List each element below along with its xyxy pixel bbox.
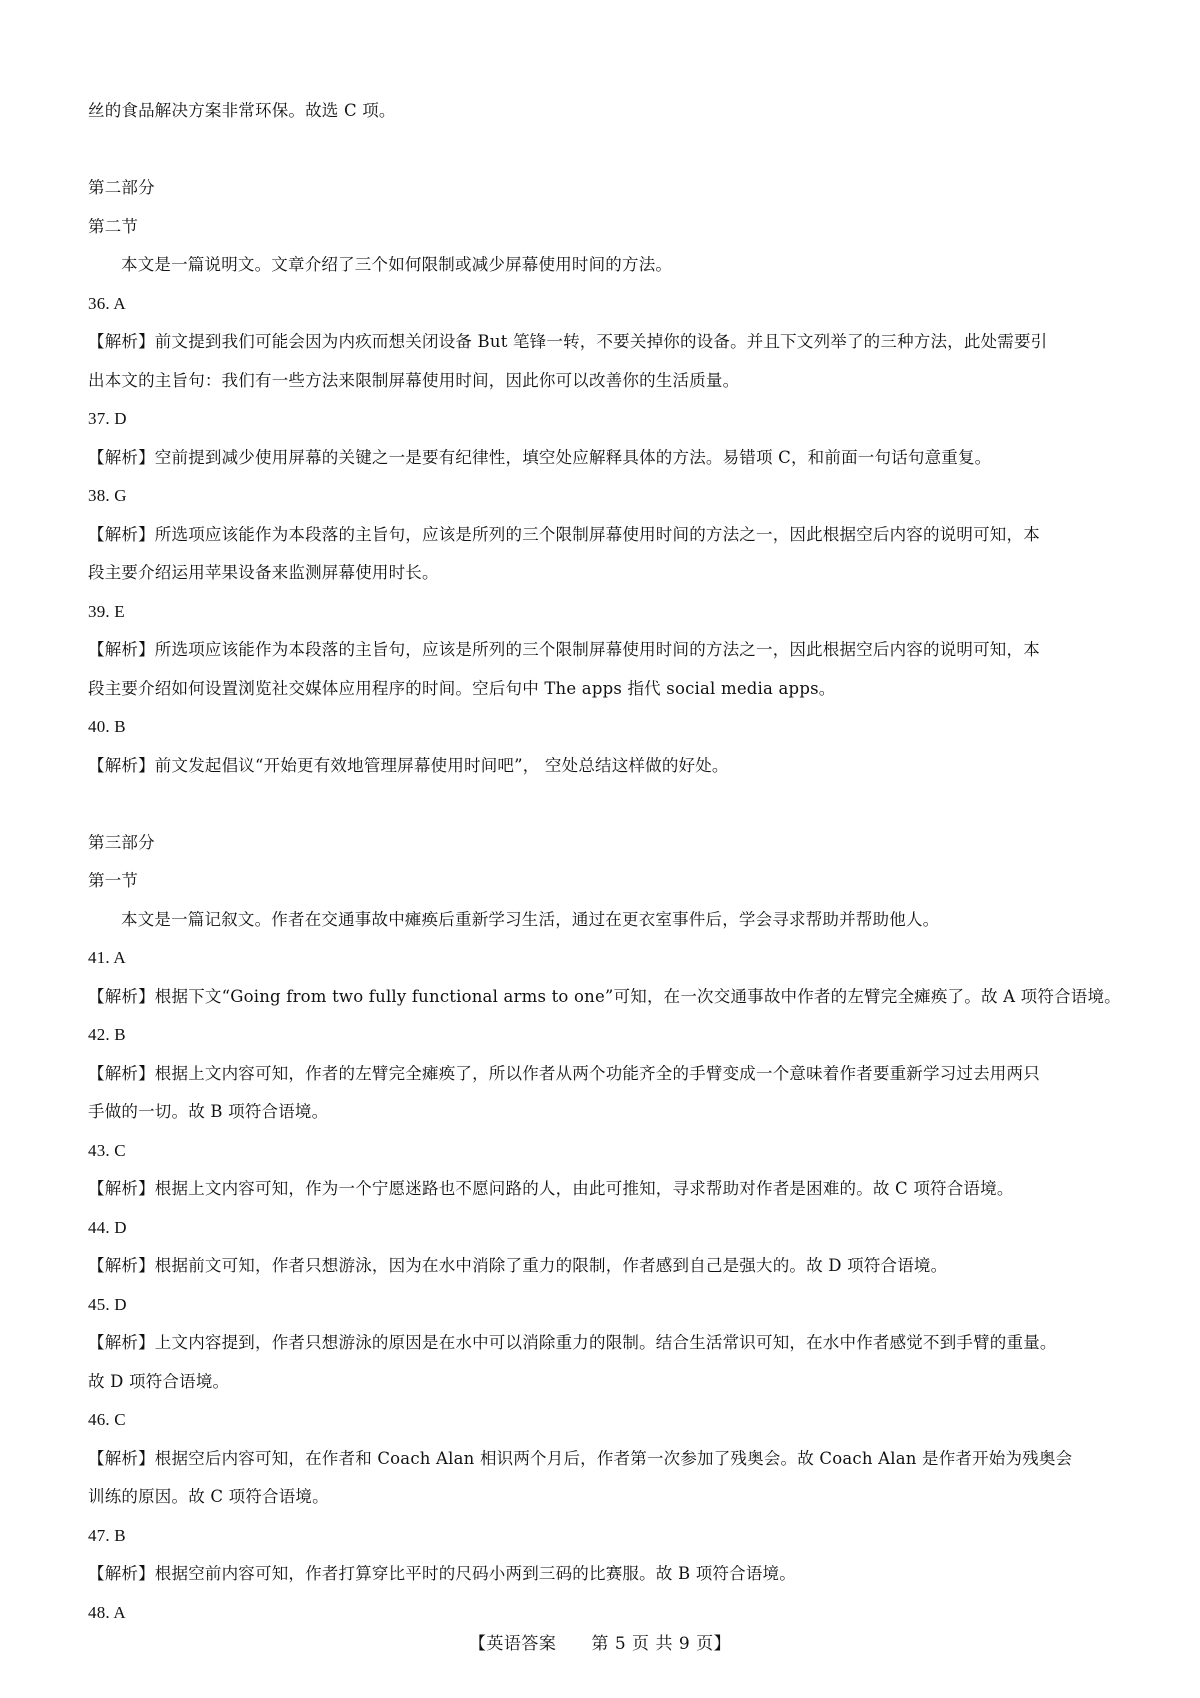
section-heading: 第三部分 — [88, 832, 155, 852]
explanation-line: 【解析】根据上文内容可知，作者的左臂完全瘫痪了，所以作者从两个功能齐全的手臂变成一个意味着作者要重新学习过去用两只 — [88, 1063, 1040, 1083]
answer-number: 47. B — [88, 1525, 126, 1545]
explanation-line: 【解析】根据上文内容可知，作为一个宁愿迷路也不愿问路的人，由此可推知，寻求帮助对作者是困难的。故 C 项符合语境。 — [88, 1179, 1014, 1198]
explanation-line: 【解析】根据下文“Going from two fully functional arms to one”可知，在一次交通事故中作者的左臂完全瘫痪了。故 A 项符合语境。 — [88, 986, 1121, 1006]
page-footer: 【英语答案 第 5 页 共 9 页】 — [468, 1634, 732, 1654]
subsection-heading: 第一节 — [88, 871, 139, 890]
explanation-line: 手做的一切。故 B 项符合语境。 — [88, 1102, 329, 1121]
answer-number: 44. D — [88, 1217, 127, 1237]
answer-number: 37. D — [88, 409, 127, 428]
summary-line: 本文是一篇记叙文。作者在交通事故中瘫痪后重新学习生活，通过在更衣室事件后，学会寻求帮助并帮助他人。 — [121, 909, 940, 929]
explanation-line: 【解析】上文内容提到，作者只想游泳的原因是在水中可以消除重力的限制。结合生活常识可知，在水中作者感觉不到手臂的重量。 — [88, 1333, 1057, 1352]
answer-number: 43. C — [88, 1140, 126, 1160]
explanation-line: 【解析】根据空前内容可知，作者打算穿比平时的尺码小两到三码的比赛服。故 B 项符合语境。 — [88, 1564, 796, 1583]
explanation-line: 【解析】所选项应该能作为本段落的主旨句，应该是所列的三个限制屏幕使用时间的方法之一，因此根据空后内容的说明可知，本 — [88, 640, 1040, 659]
text-line: 丝的食品解决方案非常环保。故选 C 项。 — [88, 101, 396, 120]
subsection-heading: 第二节 — [88, 216, 139, 236]
blank-line — [88, 785, 1120, 824]
explanation-line: 【解析】根据前文可知，作者只想游泳，因为在水中消除了重力的限制，作者感到自己是强大的。故 D 项符合语境。 — [88, 1256, 948, 1275]
explanation-line: 段主要介绍如何设置浏览社交媒体应用程序的时间。空后句中 The apps 指代 social media apps。 — [88, 678, 836, 698]
answer-number: 48. A — [88, 1602, 126, 1622]
explanation-line: 出本文的主旨句：我们有一些方法来限制屏幕使用时间，因此你可以改善你的生活质量。 — [88, 370, 740, 390]
answer-number: 39. E — [88, 601, 125, 621]
summary-line: 本文是一篇说明文。文章介绍了三个如何限制或减少屏幕使用时间的方法。 — [121, 255, 673, 274]
answer-number: 45. D — [88, 1294, 127, 1314]
explanation-line: 【解析】空前提到减少使用屏幕的关键之一是要有纪律性，填空处应解释具体的方法。易错项 C，和前面一句话句意重复。 — [88, 447, 992, 467]
answer-number: 40. B — [88, 717, 126, 736]
section-heading: 第二部分 — [88, 178, 155, 197]
answer-number: 46. C — [88, 1410, 126, 1429]
explanation-line: 故 D 项符合语境。 — [88, 1371, 230, 1391]
explanation-line: 训练的原因。故 C 项符合语境。 — [88, 1487, 329, 1506]
explanation-line: 【解析】根据空后内容可知，在作者和 Coach Alan 相识两个月后，作者第一次参加了残奥会。故 Coach Alan 是作者开始为残奥会 — [88, 1448, 1073, 1468]
explanation-line: 【解析】前文提到我们可能会因为内疚而想关闭设备 But 笔锋一转，不要关掉你的设备。并且下文列举了的三种方法，此处需要引 — [88, 332, 1048, 351]
answer-number: 36. A — [88, 293, 126, 313]
answer-number: 42. B — [88, 1025, 126, 1044]
blank-line — [88, 131, 1120, 170]
explanation-line: 段主要介绍运用苹果设备来监测屏幕使用时长。 — [88, 563, 439, 582]
answer-text — [88, 92, 1120, 1632]
answer-number: 38. G — [88, 486, 127, 505]
answer-number: 41. A — [88, 948, 126, 967]
explanation-line: 【解析】前文发起倡议“开始更有效地管理屏幕使用时间吧”， 空处总结这样做的好处。 — [88, 755, 729, 775]
explanation-line: 【解析】所选项应该能作为本段落的主旨句，应该是所列的三个限制屏幕使用时间的方法之一，因此根据空后内容的说明可知，本 — [88, 524, 1040, 544]
